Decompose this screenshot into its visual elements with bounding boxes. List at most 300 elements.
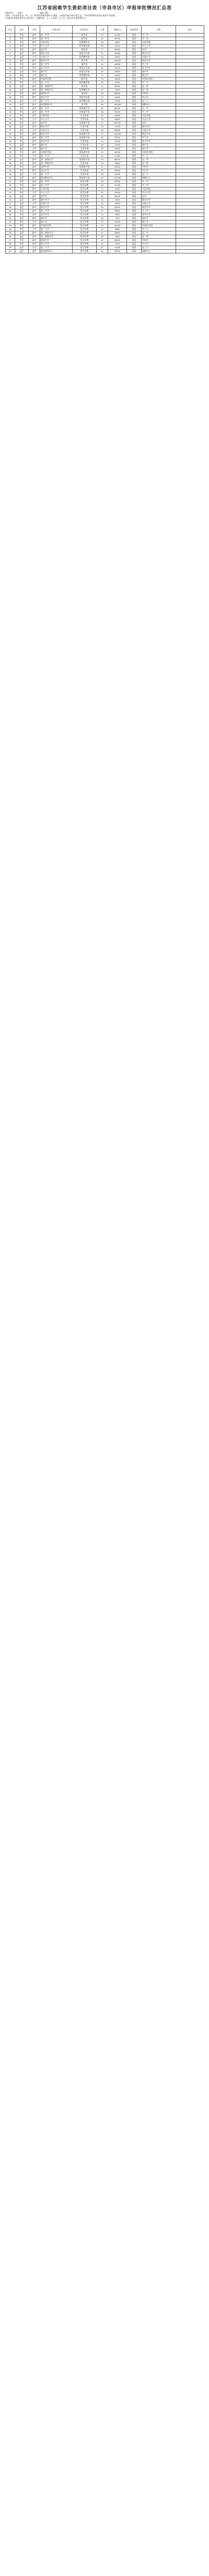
cell-school: 镇小学 xyxy=(142,147,176,151)
cell-school: 市三中 xyxy=(142,136,176,140)
cell-amount: 49350 xyxy=(108,48,127,52)
cell-stage: 小学 xyxy=(29,191,40,195)
cell-remarks xyxy=(176,246,204,250)
cell-index: 53 xyxy=(6,224,15,228)
cell-remarks xyxy=(176,158,204,162)
cell-index: 31 xyxy=(6,143,15,147)
header-amount: 金额(元) xyxy=(108,26,127,34)
cell-school: 县二小 xyxy=(142,99,176,103)
cell-index: 26 xyxy=(6,125,15,129)
cell-school-name: 实验学校 xyxy=(40,114,73,118)
cell-school: 县二初 xyxy=(142,89,176,92)
cell-remarks xyxy=(176,89,204,92)
cell-index: 60 xyxy=(6,250,15,253)
cell-approval: 同意 xyxy=(127,209,142,213)
cell-index: 21 xyxy=(6,107,15,110)
cell-index: 55 xyxy=(6,231,15,235)
cell-county: 市区 xyxy=(15,63,29,67)
cell-index: 7 xyxy=(6,56,15,59)
cell-school: 中心小学 xyxy=(142,118,176,121)
cell-amount: 9000 xyxy=(108,81,127,85)
cell-school-name: 第二中学 xyxy=(40,37,73,41)
cell-amount: 12000 xyxy=(108,140,127,143)
cell-stage: 小学 xyxy=(29,81,40,85)
cell-stage: 初中 xyxy=(29,187,40,191)
cell-school: 市二小 xyxy=(142,154,176,158)
cell-stage: 高中 xyxy=(29,78,40,81)
cell-school-name: 第二高级中学 xyxy=(40,231,73,235)
cell-school: 实验小学 xyxy=(142,202,176,206)
cell-stage: 小学 xyxy=(29,220,40,224)
cell-index: 14 xyxy=(6,81,15,85)
cell-county: 县区 xyxy=(15,143,29,147)
table-row xyxy=(6,81,204,85)
cell-count: 34 xyxy=(97,184,108,187)
cell-school: 镇中学 xyxy=(142,143,176,147)
cell-school-name: 实验小学 xyxy=(40,56,73,59)
header-remarks: 备注 xyxy=(176,26,204,34)
cell-stage: 初中 xyxy=(29,52,40,56)
cell-project: 生活补助 xyxy=(73,118,97,121)
cell-county: 市区 xyxy=(15,92,29,96)
cell-amount: 27500 xyxy=(108,173,127,176)
cell-county: 市区 xyxy=(15,118,29,121)
cell-count: 25 xyxy=(97,169,108,173)
cell-count: 45 xyxy=(97,81,108,85)
cell-index: 41 xyxy=(6,180,15,184)
cell-remarks xyxy=(176,162,204,165)
cell-county: 市区 xyxy=(15,81,29,85)
cell-index: 45 xyxy=(6,195,15,198)
cell-school: 市二中 xyxy=(142,110,176,114)
cell-school: 县二初 xyxy=(142,162,176,165)
cell-remarks xyxy=(176,165,204,169)
cell-stage: 高中 xyxy=(29,209,40,213)
cell-school: 职业中学 xyxy=(142,132,176,136)
cell-remarks xyxy=(176,176,204,180)
cell-remarks xyxy=(176,107,204,110)
cell-count: 43 xyxy=(97,158,108,162)
cell-approval: 同意 xyxy=(127,67,142,70)
cell-approval: 同意 xyxy=(127,173,142,176)
cell-approval: 同意 xyxy=(127,154,142,158)
cell-count: 49 xyxy=(97,118,108,121)
cell-county: 市区 xyxy=(15,114,29,118)
cell-school: 镇中学 xyxy=(142,70,176,74)
cell-remarks xyxy=(176,63,204,67)
cell-project: 生活补助 xyxy=(73,140,97,143)
cell-approval: 同意 xyxy=(127,78,142,81)
cell-project: 免学杂费 xyxy=(73,213,97,217)
cell-remarks xyxy=(176,180,204,184)
document-title: 江苏省困难学生资助项目表（市县市区）申报审批情况汇总表 xyxy=(37,5,172,10)
table-row xyxy=(6,85,204,89)
cell-school-name: 中心小学 xyxy=(40,118,73,121)
cell-school-name: 中心小学 xyxy=(40,45,73,48)
cell-project: 免学费 xyxy=(73,59,97,63)
table-row xyxy=(6,41,204,45)
cell-project: 营养餐补助 xyxy=(73,45,97,48)
cell-remarks xyxy=(176,191,204,195)
cell-county: 市区 xyxy=(15,224,29,228)
cell-county: 县区 xyxy=(15,173,29,176)
table-row xyxy=(6,136,204,140)
cell-school-name: 县中学 xyxy=(40,195,73,198)
cell-amount: 4600 xyxy=(108,213,127,217)
cell-approval: 同意 xyxy=(127,114,142,118)
cell-stage: 初中 xyxy=(29,114,40,118)
cell-school-name: 第四中学 xyxy=(40,92,73,96)
cell-approval: 同意 xyxy=(127,239,142,242)
cell-index: 19 xyxy=(6,99,15,103)
table-row xyxy=(6,48,204,52)
cell-amount: 7400 xyxy=(108,89,127,92)
cell-amount: 40000 xyxy=(108,151,127,154)
cell-school: 县二中 xyxy=(142,231,176,235)
cell-amount: 33600 xyxy=(108,231,127,235)
cell-remarks xyxy=(176,209,204,213)
cell-school-name: 镇小学 xyxy=(40,74,73,78)
cell-remarks xyxy=(176,48,204,52)
cell-county: 市区 xyxy=(15,96,29,99)
cell-amount: 11600 xyxy=(108,99,127,103)
header-school-name: 学校名称 xyxy=(40,26,73,34)
summary-table xyxy=(5,25,204,253)
cell-index: 36 xyxy=(6,162,15,165)
cell-approval: 同意 xyxy=(127,48,142,52)
cell-approval: 同意 xyxy=(127,147,142,151)
cell-project: 免学杂费 xyxy=(73,242,97,246)
cell-index: 54 xyxy=(6,228,15,231)
cell-index: 47 xyxy=(6,202,15,206)
cell-amount: 7200 xyxy=(108,217,127,220)
cell-remarks xyxy=(176,184,204,187)
cell-amount: 34650 xyxy=(108,92,127,96)
cell-county: 县区 xyxy=(15,70,29,74)
cell-approval: 同意 xyxy=(127,228,142,231)
cell-count: 34 xyxy=(97,125,108,129)
cell-project: 免学杂费 xyxy=(73,224,97,228)
cell-school: 中心小学 xyxy=(142,45,176,48)
cell-amount: 27200 xyxy=(108,184,127,187)
cell-county: 县区 xyxy=(15,48,29,52)
cell-count: 39 xyxy=(97,63,108,67)
cell-county: 县区 xyxy=(15,231,29,235)
cell-count: 62 xyxy=(97,176,108,180)
cell-stage: 初中 xyxy=(29,169,40,173)
cell-index: 24 xyxy=(6,118,15,121)
cell-school: 城关中学 xyxy=(142,198,176,202)
cell-remarks xyxy=(176,85,204,89)
cell-project: 助学金 xyxy=(73,37,97,41)
cell-count: 44 xyxy=(97,107,108,110)
cell-index: 17 xyxy=(6,92,15,96)
cell-project: 营养餐补助 xyxy=(73,99,97,103)
cell-index: 5 xyxy=(6,48,15,52)
cell-count: 64 xyxy=(97,56,108,59)
cell-stage: 小学 xyxy=(29,154,40,158)
cell-approval: 同意 xyxy=(127,224,142,228)
cell-school-name: 镇中学 xyxy=(40,143,73,147)
cell-school: 实验小学 xyxy=(142,56,176,59)
table-row xyxy=(6,176,204,180)
cell-count: 21 xyxy=(97,242,108,246)
cell-school: 外国语学校 xyxy=(142,151,176,154)
cell-school: 市四中 xyxy=(142,239,176,242)
cell-remarks xyxy=(176,224,204,228)
cell-index: 48 xyxy=(6,206,15,209)
cell-project: 国家助学金 xyxy=(73,176,97,180)
cell-school-name: 第二小学 xyxy=(40,99,73,103)
cell-amount: 15500 xyxy=(108,52,127,56)
cell-project: 国家助学金 xyxy=(73,158,97,162)
cell-count: 22 xyxy=(97,96,108,99)
cell-count: 52 xyxy=(97,191,108,195)
cell-remarks xyxy=(176,110,204,114)
cell-school: 市三中 xyxy=(142,63,176,67)
cell-stage: 高中 xyxy=(29,224,40,228)
cell-remarks xyxy=(176,136,204,140)
cell-remarks xyxy=(176,151,204,154)
cell-approval: 同意 xyxy=(127,81,142,85)
cell-remarks xyxy=(176,206,204,209)
cell-index: 30 xyxy=(6,140,15,143)
cell-count: 57 xyxy=(97,246,108,250)
cell-county: 县区 xyxy=(15,129,29,132)
cell-project: 国家助学金 xyxy=(73,165,97,169)
cell-stage: 高中 xyxy=(29,136,40,140)
cell-school-name: 城关中学 xyxy=(40,198,73,202)
cell-project: 免学杂费 xyxy=(73,220,97,224)
cell-remarks xyxy=(176,231,204,235)
cell-count: 33 xyxy=(97,92,108,96)
cell-school-name: 第二小学 xyxy=(40,154,73,158)
cell-count: 37 xyxy=(97,89,108,92)
cell-count: 55 xyxy=(97,173,108,176)
note-line: 填报单位：（盖章） 填报日期： xyxy=(5,12,50,14)
cell-stage: 高中 xyxy=(29,158,40,162)
cell-approval: 同意 xyxy=(127,118,142,121)
cell-school-name: 外国语学校 xyxy=(40,78,73,81)
cell-approval: 同意 xyxy=(127,59,142,63)
cell-project: 生活补助 xyxy=(73,114,97,118)
cell-remarks xyxy=(176,173,204,176)
cell-approval: 同意 xyxy=(127,74,142,78)
cell-remarks xyxy=(176,67,204,70)
cell-school-name: 镇中学 xyxy=(40,217,73,220)
cell-county: 县区 xyxy=(15,220,29,224)
cell-school: 镇小学 xyxy=(142,220,176,224)
cell-amount: 43200 xyxy=(108,206,127,209)
cell-school-name: 育才中学 xyxy=(40,140,73,143)
cell-count: 40 xyxy=(97,180,108,184)
table-row xyxy=(6,114,204,118)
table-row xyxy=(6,235,204,239)
cell-project: 生活补助 xyxy=(73,154,97,158)
table-row xyxy=(6,103,204,107)
table-row xyxy=(6,74,204,78)
cell-amount: 12600 xyxy=(108,202,127,206)
cell-amount: 52000 xyxy=(108,250,127,253)
cell-school: 中心小学 xyxy=(142,191,176,195)
cell-school-name: 职业中学 xyxy=(40,206,73,209)
cell-project: 生活补助 xyxy=(73,162,97,165)
cell-count: 56 xyxy=(97,45,108,48)
cell-approval: 同意 xyxy=(127,151,142,154)
cell-remarks xyxy=(176,103,204,107)
cell-approval: 同意 xyxy=(127,92,142,96)
cell-amount: 72000 xyxy=(108,136,127,140)
cell-stage: 高中 xyxy=(29,206,40,209)
cell-school: 外国语学校 xyxy=(142,78,176,81)
cell-amount: 25600 xyxy=(108,239,127,242)
cell-county: 县区 xyxy=(15,217,29,220)
table-row xyxy=(6,220,204,224)
cell-amount: 11400 xyxy=(108,246,127,250)
table-row xyxy=(6,151,204,154)
table-row xyxy=(6,118,204,121)
table-row xyxy=(6,191,204,195)
cell-stage: 初中 xyxy=(29,162,40,165)
cell-project: 免费教科书 xyxy=(73,89,97,92)
table-row xyxy=(6,70,204,74)
cell-project: 免学杂费 xyxy=(73,202,97,206)
cell-remarks xyxy=(176,92,204,96)
cell-remarks xyxy=(176,187,204,191)
table-row xyxy=(6,173,204,176)
cell-school-name: 第四中学 xyxy=(40,165,73,169)
cell-approval: 同意 xyxy=(127,132,142,136)
cell-amount: 15200 xyxy=(108,224,127,228)
cell-stage: 小学 xyxy=(29,228,40,231)
cell-project: 免学杂费 xyxy=(73,198,97,202)
cell-remarks xyxy=(176,45,204,48)
document-notes xyxy=(5,12,204,19)
cell-remarks xyxy=(176,70,204,74)
cell-remarks xyxy=(176,121,204,125)
cell-index: 15 xyxy=(6,85,15,89)
cell-approval: 同意 xyxy=(127,70,142,74)
table-row xyxy=(6,99,204,103)
table-row xyxy=(6,180,204,184)
cell-remarks xyxy=(176,220,204,224)
cell-approval: 同意 xyxy=(127,176,142,180)
table-row xyxy=(6,162,204,165)
cell-project: 国家助学金 xyxy=(73,151,97,154)
cell-county: 市区 xyxy=(15,165,29,169)
cell-remarks xyxy=(176,213,204,217)
cell-count: 31 xyxy=(97,165,108,169)
table-row xyxy=(6,198,204,202)
cell-count: 54 xyxy=(97,206,108,209)
cell-stage: 高中 xyxy=(29,34,40,37)
cell-remarks xyxy=(176,52,204,56)
cell-remarks xyxy=(176,154,204,158)
cell-remarks xyxy=(176,250,204,253)
cell-amount: 102000 xyxy=(108,121,127,125)
cell-index: 51 xyxy=(6,217,15,220)
cell-amount: 43050 xyxy=(108,85,127,89)
cell-index: 1 xyxy=(6,34,15,37)
cell-approval: 同意 xyxy=(127,110,142,114)
cell-approval: 同意 xyxy=(127,242,142,246)
table-row xyxy=(6,78,204,81)
cell-stage: 高中 xyxy=(29,92,40,96)
cell-index: 37 xyxy=(6,165,15,169)
cell-school: 县二初 xyxy=(142,235,176,239)
cell-school: 镇小学 xyxy=(142,74,176,78)
cell-count: 31 xyxy=(97,52,108,56)
cell-school-name: 实验学校 xyxy=(40,187,73,191)
cell-stage: 高中 xyxy=(29,239,40,242)
cell-amount: 21000 xyxy=(108,154,127,158)
cell-school: 县二中 xyxy=(142,158,176,162)
table-row xyxy=(6,37,204,41)
cell-school-name: 中心小学 xyxy=(40,191,73,195)
cell-index: 49 xyxy=(6,209,15,213)
cell-project: 寄宿生补助 xyxy=(73,67,97,70)
cell-approval: 同意 xyxy=(127,217,142,220)
cell-school: 市二中 xyxy=(142,184,176,187)
cell-county: 县区 xyxy=(15,59,29,63)
cell-remarks xyxy=(176,228,204,231)
cell-project: 生活补助 xyxy=(73,125,97,129)
cell-county: 市区 xyxy=(15,191,29,195)
cell-approval: 同意 xyxy=(127,136,142,140)
table-row xyxy=(6,209,204,213)
cell-project: 免学杂费 xyxy=(73,206,97,209)
cell-index: 28 xyxy=(6,132,15,136)
table-row xyxy=(6,165,204,169)
cell-index: 11 xyxy=(6,70,15,74)
cell-project: 免学杂费 xyxy=(73,250,97,253)
table-row xyxy=(6,52,204,56)
cell-approval: 同意 xyxy=(127,187,142,191)
cell-county: 市区 xyxy=(15,187,29,191)
cell-school-name: 镇小学 xyxy=(40,147,73,151)
cell-approval: 同意 xyxy=(127,85,142,89)
cell-index: 4 xyxy=(6,45,15,48)
cell-school-name: 县中学 xyxy=(40,121,73,125)
cell-index: 16 xyxy=(6,89,15,92)
cell-stage: 小学 xyxy=(29,56,40,59)
cell-approval: 同意 xyxy=(127,96,142,99)
cell-project: 生活补助 xyxy=(73,169,97,173)
cell-county: 县区 xyxy=(15,176,29,180)
cell-approval: 同意 xyxy=(127,195,142,198)
cell-remarks xyxy=(176,34,204,37)
cell-county: 县区 xyxy=(15,206,29,209)
cell-count: 70 xyxy=(97,220,108,224)
cell-count: 20 xyxy=(97,151,108,154)
cell-stage: 高中 xyxy=(29,180,40,184)
table-row xyxy=(6,231,204,235)
cell-county: 县区 xyxy=(15,121,29,125)
cell-stage: 小学 xyxy=(29,246,40,250)
cell-school: 县中 xyxy=(142,195,176,198)
cell-school-name: 城关中学 xyxy=(40,52,73,56)
cell-count: 36 xyxy=(97,136,108,140)
cell-stage: 高中 xyxy=(29,37,40,41)
cell-count: 32 xyxy=(97,198,108,202)
cell-school-name: 职业教育中心 xyxy=(40,176,73,180)
cell-remarks xyxy=(176,202,204,206)
cell-stage: 高中 xyxy=(29,250,40,253)
cell-school: 实验小学 xyxy=(142,129,176,132)
cell-school-name: 职业中学 xyxy=(40,59,73,63)
cell-remarks xyxy=(176,198,204,202)
cell-county: 市区 xyxy=(15,34,29,37)
